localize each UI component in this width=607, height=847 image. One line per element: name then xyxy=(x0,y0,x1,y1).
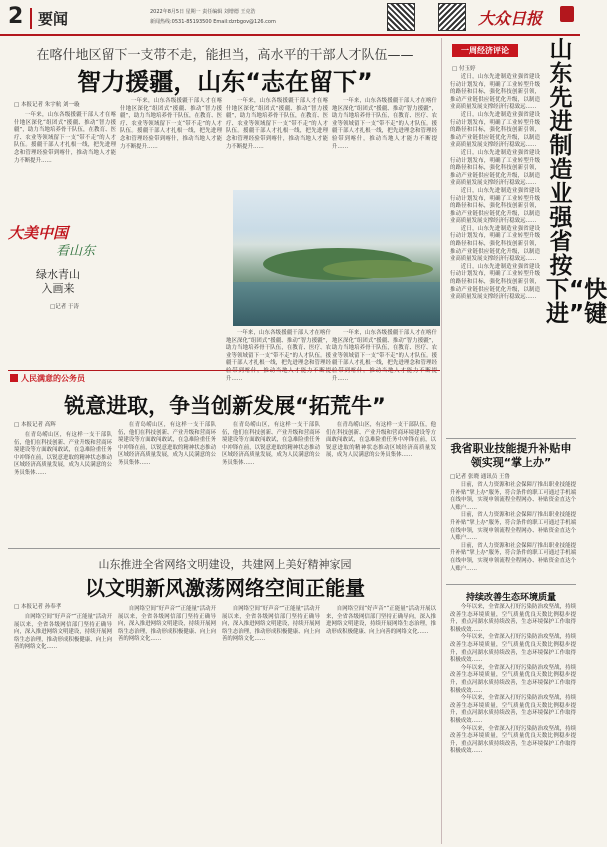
section-name: 要闻 xyxy=(30,8,68,29)
story1-body-col3: 一年来，山东各级援疆干部人才在喀什地区深化“组团式”援疆、推动“智力援疆”，助力当地培养骨干队伍，在教育、医疗、农业等领域留下一支“带不走”的人才队伍。援疆干部人才扎根一线，把先进理念和管理经验带到喀什，推动当地人才能力不断提升…… xyxy=(226,98,328,150)
story3-kicker: 山东推进全省网络文明建设，共建网上美好精神家园 xyxy=(98,558,352,571)
date-line: 2022年8月5日 星期一 责任编辑 刘增德 王克浩 xyxy=(150,9,256,15)
story2-byline: □ 本报记者 高辉 xyxy=(14,422,56,428)
divider xyxy=(446,438,576,439)
scenic-logo: 大美中国 xyxy=(8,224,69,242)
story2-body-col4: 在青岛崂山区，有这样一支干部队伍，他们在科技创新、产业升级和营商环境建设等方面敢闯敢试，在急难险重任务中冲锋在前，以锐意进取的精神状态推动区域经济高质量发展，成为人民满意的公务员集体…… xyxy=(326,422,436,459)
page-number: 2 xyxy=(8,4,24,29)
story1-byline: □ 本报记者 朱宇航 刘一璇 xyxy=(14,102,80,108)
lake-island-photo xyxy=(233,190,440,326)
story3-body-col2: 自网络空间“好声音”“正能量”活动开展以来，全省各级网信部门坚持正确导向，深入推进网络文明建设，持续开展网络生态治理，推动形成积极健康、向上向善的网络文化…… xyxy=(118,606,216,643)
story3-body-col4: 自网络空间“好声音”“正能量”活动开展以来，全省各级网信部门坚持正确导向，深入推进网络文明建设，持续开展网络生态治理，推动形成积极健康、向上向善的网络文化…… xyxy=(326,606,436,635)
story1-kicker: 在喀什地区留下一支带不走，能担当，高水平的干部人才队伍—— xyxy=(36,48,414,63)
commentary-headline: 山东先进制造业强省按下“快进”键 xyxy=(546,37,607,327)
story2-banner: 人民满意的公务员 xyxy=(21,374,85,383)
island-shape xyxy=(323,260,433,278)
qr-code-icon xyxy=(438,3,466,31)
story2-body-col1: 在青岛崂山区，有这样一支干部队伍，他们在科技创新、产业升级和营商环境建设等方面敢闯敢试，在急难险重任务中冲锋在前，以锐意进取的精神状态推动区域经济高质量发展，成为人民满意的公务员集体…… xyxy=(14,432,112,476)
story5-headline: 持续改善生态环境质量 xyxy=(465,593,556,603)
commentary-tag: 一周经济评论 xyxy=(452,44,518,57)
story2-body-col3: 在青岛崂山区，有这样一支干部队伍，他们在科技创新、产业升级和营商环境建设等方面敢闯敢试，在急难险重任务中冲锋在前，以锐意进取的精神状态推动区域经济高质量发展，成为人民满意的公务员集体…… xyxy=(222,422,320,466)
story4-body: 日前，省人力资源和社会保障厅推出职业技能提升补贴“掌上办”服务，符合条件的职工可通过手机端在线申领，实现申领流程全程网办、补贴资金直达个人账户…… 日前，省人力资源和社会保障厅推出职业技能提升补贴“掌上办”服务，符合条件的职工可通过手机端在线申领，实现申领流程全程网办、补贴资金直达个人账户…… 日前，省人力资源和社会保障厅推出职业技能提升补贴“掌上办”服务，符合条件的职工可通过手机端在线申领，实现申领流程全程网办、补贴资金直达个人账户…… xyxy=(450,482,576,572)
story4-headline: 我省职业技能提升补贴申领实现“掌上办” xyxy=(450,442,572,469)
column-divider xyxy=(441,38,442,844)
story4-byline: □记者 张晓 通讯员 王鲁 xyxy=(450,474,510,480)
commentary-byline: □ 付玉婷 xyxy=(452,66,476,72)
divider xyxy=(8,370,440,371)
story2-headline: 锐意进取，争当创新发展“拓荒牛” xyxy=(64,394,386,418)
story3-byline: □ 本报记者 孙奉孝 xyxy=(14,604,62,610)
scenic-caption: 一年来，山东各级援疆干部人才在喀什地区深化“组团式”援疆、推动“智力援疆”，助力当地培养骨干队伍，在教育、医疗、农业等领域留下一支“带不走”的人才队伍。援疆干部人才扎根一线，把先进理念和管理经 升…… xyxy=(226,330,331,382)
divider xyxy=(446,584,576,585)
story5-body: 今年以来，全省深入打好污染防治攻坚战，持续改善生态环境质量，空气质量优良天数比例稳步提升，重点河湖水质持续改善，生态环境保护工作取得积极成效…… 今年以来，全省深入打好污染防治攻坚战，持续改善生态环境质量，空气质量优良天数比例稳步提升，重点河湖水质持续改善，生态环境保护工作取得积极成效…… 今年以来，全省深入打好污染防治攻坚战，持续改善生态环境质量，空气质量优良天数比例稳步提升，重点河湖水质持续改善，生态环境保护工作取得积极成效…… 今年以来，全省深入打好污染防治攻坚战，持续改善生态环境质量，空气质量优良天数比例稳步提升，重点河湖水质持续改善，生态环境保护工作取得积极成效…… 今年以来，全省深入打好污染防治攻坚战，持续改善生态环境质量，空气质量优良天数比例稳步提升，重点河湖水质持续改善，生态环境保护工作取得积极成效…… xyxy=(450,604,576,755)
story3-headline: 以文明新风激荡网络空间正能量 xyxy=(85,576,365,600)
newspaper-logo-icon xyxy=(560,6,574,22)
contact-line: 新闻热线:0531-85193500 Email:dzrbgov@126.com xyxy=(150,19,276,25)
banner-marker-icon xyxy=(10,374,18,382)
qr-code-icon xyxy=(387,3,415,31)
masthead-logo-text: 大众日报 xyxy=(478,9,543,28)
page-header xyxy=(0,0,580,36)
story1-body-col1: 一年来，山东各级援疆干部人才在喀什地区深化“组团式”援疆、推动“智力援疆”，助力当地培养骨干队伍，在教育、医疗、农业等领域留下一支“带不走”的人才队伍。援疆干部人才扎根一线，把先进理念和管理经验带到喀什，推动当地人才能力不断提升…… xyxy=(14,112,116,164)
scenic-logo-sub: 看山东 xyxy=(56,244,96,259)
commentary-body: 近日，山东先进制造业强省建设行动计划发布，明确了工业转型升级的路径和目标，强化科技创新引领，推动产业链供应链优化升级，以制造业高质量发展支撑经济行稳致远…… 近日，山东先进制造业强省建设行动计划发布，明确了工业转型升级的路径和目标，强化科技创新引领，推动产业链供应链优化升级，以制造业高质量发展支撑经济行稳致远…… 近日，山东先进制造业强省建设行动计划发布，明确了工业转型升级的路径和目标，强化科技创新引领，推动产业链供应链优化升级，以制造业高质量发展支撑经济行稳致远…… 近日，山东先进制造业强省建设行动计划发布，明确了工业转型升级的路径和目标，强化科技创新引领，推动产业链供应链优化升级，以制造业高质量发展支撑经济行稳致远…… 近日，山东先进制造业强省建设行动计划发布，明确了工业转型升级的路径和目标，强化科技创新引领，推动产业链供应链优化升级，以制造业高质量发展支撑经济行稳致远…… 近日，山东先进制造业强省建设行动计划发布，明确了工业转型升级的路径和目标，强化科技创新引领，推动产业链供应链优化升级，以制造业高质量发展支撑经济行稳致远…… xyxy=(450,74,540,301)
divider xyxy=(8,548,440,549)
scenic-credit: □记者 于涛 xyxy=(50,304,79,310)
story1-headline: 智力援疆，山东“志在留下” xyxy=(77,68,373,96)
story1-body-col2: 一年来，山东各级援疆干部人才在喀什地区深化“组团式”援疆、推动“智力援疆”，助力当地培养骨干队伍，在教育、医疗、农业等领域留下一支“带不走”的人才队伍。援疆干部人才扎根一线，把先进理念和管理经验带到喀什，推动当地人才能力不断提升…… xyxy=(120,98,222,150)
story2-body-col2: 在青岛崂山区，有这样一支干部队伍，他们在科技创新、产业升级和营商环境建设等方面敢闯敢试，在急难险重任务中冲锋在前，以锐意进取的精神状态推动区域经济高质量发展，成为人民满意的公务员集体…… xyxy=(118,422,216,466)
lake-water xyxy=(233,282,440,326)
story3-body-col3: 自网络空间“好声音”“正能量”活动开展以来，全省各级网信部门坚持正确导向，深入推进网络文明建设，持续开展网络生态治理，推动形成积极健康、向上向善的网络文化…… xyxy=(222,606,320,643)
scenic-caption-2: 一年来，山东各级援疆干部人才在喀什地区深化“组团式”援疆、推动“智力援疆”，助力当地培养骨干队伍，在教育、医疗、农业等领域留下一支“带不走”的人才队伍。援疆干部人才扎根一线，把先进理念和管理经 升…… xyxy=(332,330,437,382)
scenic-title: 绿水青山 入画来 xyxy=(36,268,80,295)
story1-body-col4: 一年来，山东各级援疆干部人才在喀什地区深化“组团式”援疆、推动“智力援疆”，助力当地培养骨干队伍，在教育、医疗、农业等领域留下一支“带不走”的人才队伍。援疆干部人才扎根一线，把先进理念和管理经验带到喀什，推动当地人才能力不断提升…… xyxy=(332,98,437,150)
story3-body-col1: 自网络空间“好声音”“正能量”活动开展以来，全省各级网信部门坚持正确导向，深入推进网络文明建设，持续开展网络生态治理，推动形成积极健康、向上向善的网络文化…… xyxy=(14,614,112,651)
